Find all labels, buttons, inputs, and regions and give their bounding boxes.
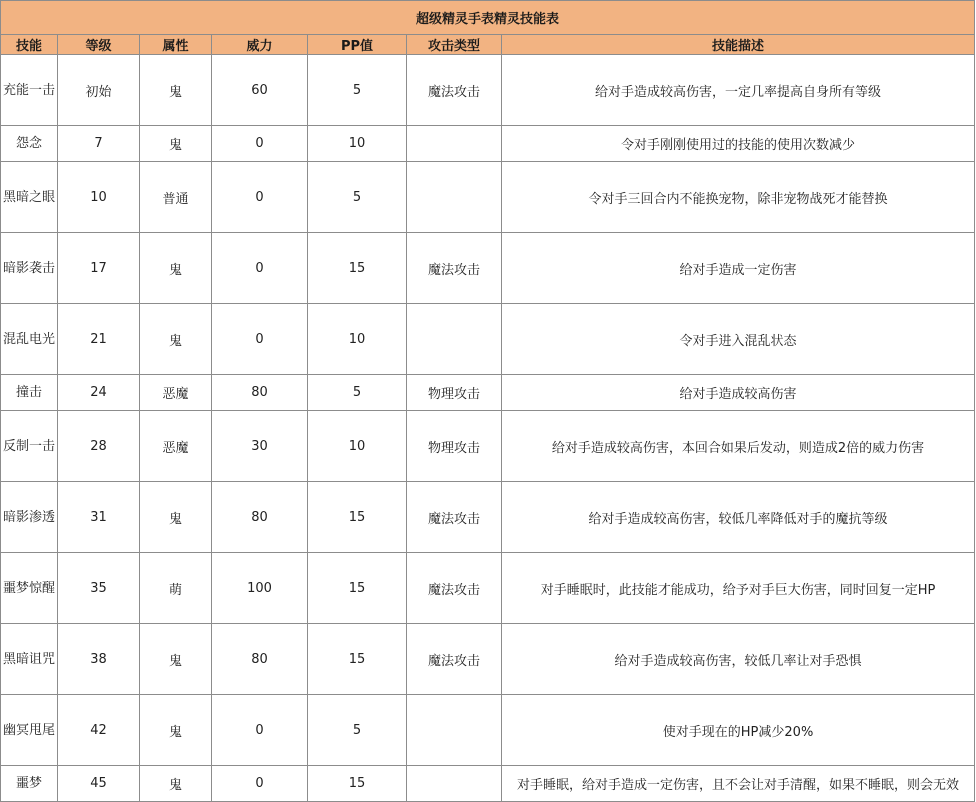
table-row xyxy=(1,766,975,802)
skill-power: 30 xyxy=(212,411,308,482)
skill-attribute: 普通 xyxy=(140,162,212,233)
skill-name: 黑暗诅咒 xyxy=(1,624,58,695)
skill-attribute: 鬼 xyxy=(140,624,212,695)
skill-description: 给对手造成较高伤害，较低几率降低对手的魔抗等级 xyxy=(502,482,975,553)
skill-attribute: 鬼 xyxy=(140,766,212,802)
table-row xyxy=(1,55,975,126)
skill-level: 31 xyxy=(58,482,140,553)
skill-attack-type: 魔法攻击 xyxy=(407,233,502,304)
skill-name: 充能一击 xyxy=(1,55,58,126)
skill-name: 怨念 xyxy=(1,126,58,162)
table-title: 超级精灵手表精灵技能表 xyxy=(1,1,975,35)
skill-level: 初始 xyxy=(58,55,140,126)
skill-name: 噩梦 xyxy=(1,766,58,802)
skill-pp: 5 xyxy=(308,695,407,766)
skill-level: 17 xyxy=(58,233,140,304)
skill-attack-type xyxy=(407,162,502,233)
skill-attribute: 鬼 xyxy=(140,304,212,375)
table-row xyxy=(1,233,975,304)
header-attack-type: 攻击类型 xyxy=(407,35,502,55)
skill-attack-type xyxy=(407,695,502,766)
skill-attack-type: 魔法攻击 xyxy=(407,553,502,624)
skill-attack-type: 魔法攻击 xyxy=(407,482,502,553)
skill-description: 对手睡眠，给对手造成一定伤害，且不会让对手清醒，如果不睡眠，则会无效 xyxy=(502,766,975,802)
skill-level: 21 xyxy=(58,304,140,375)
table-row xyxy=(1,375,975,411)
skill-description: 令对手三回合内不能换宠物，除非宠物战死才能替换 xyxy=(502,162,975,233)
skill-description: 对手睡眠时，此技能才能成功，给予对手巨大伤害，同时回复一定HP xyxy=(502,553,975,624)
skill-pp: 15 xyxy=(308,766,407,802)
header-skill: 技能 xyxy=(1,35,58,55)
skill-name: 噩梦惊醒 xyxy=(1,553,58,624)
skill-power: 0 xyxy=(212,766,308,802)
skill-name: 暗影袭击 xyxy=(1,233,58,304)
skill-power: 0 xyxy=(212,233,308,304)
skill-attack-type: 魔法攻击 xyxy=(407,55,502,126)
skill-level: 7 xyxy=(58,126,140,162)
skill-name: 撞击 xyxy=(1,375,58,411)
skill-name: 暗影渗透 xyxy=(1,482,58,553)
table-row xyxy=(1,482,975,553)
skill-attribute: 萌 xyxy=(140,553,212,624)
skill-description: 给对手造成一定伤害 xyxy=(502,233,975,304)
skill-pp: 15 xyxy=(308,482,407,553)
skill-description: 给对手造成较高伤害 xyxy=(502,375,975,411)
skill-level: 28 xyxy=(58,411,140,482)
skill-attribute: 鬼 xyxy=(140,55,212,126)
skill-attack-type xyxy=(407,304,502,375)
skill-pp: 10 xyxy=(308,411,407,482)
skill-power: 0 xyxy=(212,695,308,766)
skill-power: 80 xyxy=(212,624,308,695)
skill-pp: 15 xyxy=(308,553,407,624)
skill-name: 反制一击 xyxy=(1,411,58,482)
header-pp: PP值 xyxy=(308,35,407,55)
skill-level: 35 xyxy=(58,553,140,624)
skill-power: 80 xyxy=(212,375,308,411)
table-row xyxy=(1,553,975,624)
skill-description: 令对手进入混乱状态 xyxy=(502,304,975,375)
skill-level: 24 xyxy=(58,375,140,411)
skill-pp: 15 xyxy=(308,624,407,695)
skill-power: 100 xyxy=(212,553,308,624)
skill-attack-type: 物理攻击 xyxy=(407,375,502,411)
skill-level: 38 xyxy=(58,624,140,695)
skill-pp: 10 xyxy=(308,304,407,375)
skill-power: 60 xyxy=(212,55,308,126)
skill-description: 给对手造成较高伤害，较低几率让对手恐惧 xyxy=(502,624,975,695)
skill-level: 45 xyxy=(58,766,140,802)
table-row xyxy=(1,695,975,766)
table-row xyxy=(1,624,975,695)
skill-power: 0 xyxy=(212,162,308,233)
skill-attribute: 恶魔 xyxy=(140,375,212,411)
skill-description: 给对手造成较高伤害，一定几率提高自身所有等级 xyxy=(502,55,975,126)
skill-description: 使对手现在的HP减少20% xyxy=(502,695,975,766)
skill-pp: 5 xyxy=(308,162,407,233)
table-row xyxy=(1,126,975,162)
skill-attack-type: 物理攻击 xyxy=(407,411,502,482)
skill-power: 0 xyxy=(212,126,308,162)
skill-attack-type xyxy=(407,766,502,802)
skill-attribute: 恶魔 xyxy=(140,411,212,482)
skill-description: 给对手造成较高伤害，本回合如果后发动，则造成2倍的威力伤害 xyxy=(502,411,975,482)
skill-pp: 5 xyxy=(308,375,407,411)
skill-power: 0 xyxy=(212,304,308,375)
skill-attribute: 鬼 xyxy=(140,482,212,553)
table-row xyxy=(1,162,975,233)
skill-level: 10 xyxy=(58,162,140,233)
skill-attack-type xyxy=(407,126,502,162)
skill-attribute: 鬼 xyxy=(140,233,212,304)
skill-attack-type: 魔法攻击 xyxy=(407,624,502,695)
header-attribute: 属性 xyxy=(140,35,212,55)
skill-attribute: 鬼 xyxy=(140,695,212,766)
header-power: 威力 xyxy=(212,35,308,55)
skill-description: 令对手刚刚使用过的技能的使用次数减少 xyxy=(502,126,975,162)
skill-attribute: 鬼 xyxy=(140,126,212,162)
skill-power: 80 xyxy=(212,482,308,553)
skill-name: 混乱电光 xyxy=(1,304,58,375)
table-row xyxy=(1,304,975,375)
table-row xyxy=(1,411,975,482)
skill-name: 黑暗之眼 xyxy=(1,162,58,233)
header-level: 等级 xyxy=(58,35,140,55)
header-description: 技能描述 xyxy=(502,35,975,55)
skill-level: 42 xyxy=(58,695,140,766)
skill-pp: 5 xyxy=(308,55,407,126)
skill-pp: 10 xyxy=(308,126,407,162)
skill-pp: 15 xyxy=(308,233,407,304)
skill-name: 幽冥甩尾 xyxy=(1,695,58,766)
